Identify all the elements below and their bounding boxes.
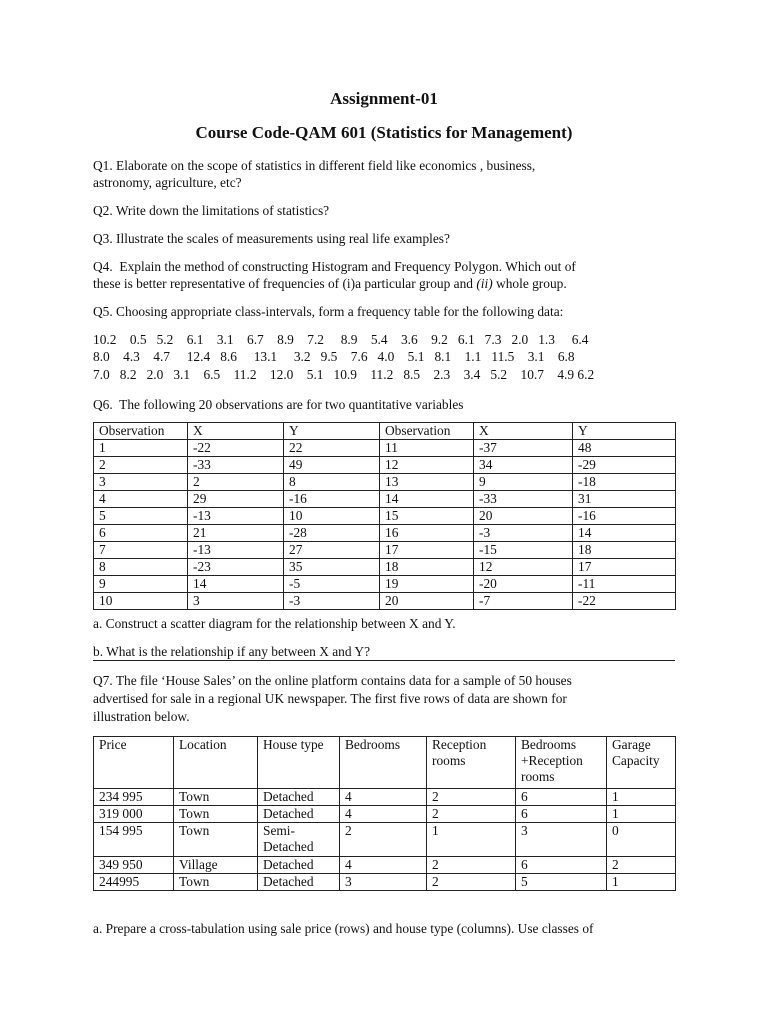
q4-line-2-part-c: whole group. (492, 276, 567, 291)
column-header: Y (284, 423, 380, 440)
assignment-title: Assignment-01 (330, 89, 438, 108)
table-cell: 9 (474, 474, 573, 491)
table-row (94, 474, 676, 491)
q6-part-b: b. What is the relationship if any between X and Y? (93, 644, 371, 659)
table-cell: 6 (94, 525, 188, 542)
table-cell: Town (174, 874, 258, 891)
table-cell: -3 (474, 525, 573, 542)
table-cell: 1 (607, 806, 676, 823)
table-row (94, 789, 676, 806)
table-cell: 2 (427, 806, 516, 823)
table-cell: 4 (340, 789, 427, 806)
table-cell: Detached (258, 874, 340, 891)
table-cell: 34 (474, 457, 573, 474)
table-row (94, 559, 676, 576)
table-cell: 2 (427, 789, 516, 806)
table-cell: Town (174, 823, 258, 857)
table-cell: 8 (284, 474, 380, 491)
table-cell: 9 (94, 576, 188, 593)
table-row (94, 542, 676, 559)
table-cell: 4 (340, 806, 427, 823)
q7-line-1: Q7. The file ‘House Sales’ on the online platform contains data for a sample of 50 houses (93, 673, 572, 688)
table-cell: -20 (474, 576, 573, 593)
table-cell: 18 (573, 542, 676, 559)
table-cell: 31 (573, 491, 676, 508)
table-header-row (94, 423, 676, 440)
table-cell: 8 (94, 559, 188, 576)
table-header-row (94, 737, 676, 789)
table-cell: -23 (188, 559, 284, 576)
table-cell: 20 (474, 508, 573, 525)
table-cell: 7 (94, 542, 188, 559)
q7-part-a: a. Prepare a cross-tabulation using sale price (rows) and house type (columns). Use classes of (93, 921, 594, 936)
table-cell: 6 (516, 806, 607, 823)
column-header: X (188, 423, 284, 440)
table-cell: 1 (607, 874, 676, 891)
table-row (94, 525, 676, 542)
q4-line-1: Q4. Explain the method of constructing Histogram and Frequency Polygon. Which out of (93, 259, 576, 274)
table-cell: 1 (94, 440, 188, 457)
column-header: Bedrooms +Reception rooms (516, 737, 607, 789)
table-cell: Semi-Detached (258, 823, 340, 857)
table-cell: 10 (94, 593, 188, 610)
table-cell: 15 (380, 508, 474, 525)
table-cell: 2 (607, 857, 676, 874)
table-row (94, 874, 676, 891)
column-header: Observation (380, 423, 474, 440)
table-cell: -13 (188, 542, 284, 559)
table-row (94, 823, 676, 857)
table-cell: Detached (258, 857, 340, 874)
q3-text: Q3. Illustrate the scales of measurements using real life examples? (93, 231, 450, 246)
table-cell: 3 (340, 874, 427, 891)
table-cell: 6 (516, 789, 607, 806)
table-cell: 2 (427, 857, 516, 874)
table-cell: 4 (94, 491, 188, 508)
q7-line-3: illustration below. (93, 709, 190, 724)
table-cell: 244995 (94, 874, 174, 891)
table-cell: 27 (284, 542, 380, 559)
table-cell: 2 (94, 457, 188, 474)
q6-part-a: a. Construct a scatter diagram for the relationship between X and Y. (93, 616, 456, 631)
table-cell: 17 (380, 542, 474, 559)
table-cell: -11 (573, 576, 676, 593)
table-cell: -18 (573, 474, 676, 491)
table-cell: 3 (188, 593, 284, 610)
table-row (94, 806, 676, 823)
table-cell: 349 950 (94, 857, 174, 874)
column-header: Reception rooms (427, 737, 516, 789)
table-cell: 13 (380, 474, 474, 491)
table-cell: 29 (188, 491, 284, 508)
table-cell: 2 (427, 874, 516, 891)
table-cell: 22 (284, 440, 380, 457)
table-cell: 5 (94, 508, 188, 525)
table-cell: Town (174, 789, 258, 806)
table-cell: 6 (516, 857, 607, 874)
table-row (94, 457, 676, 474)
house-sales-table (93, 736, 676, 891)
table-cell: 12 (474, 559, 573, 576)
table-cell: -22 (573, 593, 676, 610)
table-cell: 2 (188, 474, 284, 491)
table-cell: 234 995 (94, 789, 174, 806)
table-cell: Town (174, 806, 258, 823)
column-header: House type (258, 737, 340, 789)
table-row (94, 593, 676, 610)
q5-data-line-1: 10.2 0.5 5.2 6.1 3.1 6.7 8.9 7.2 8.9 5.4 3.6 9.2 6.1 7.3 2.0 1.3 6.4 (93, 332, 589, 347)
table-cell: -22 (188, 440, 284, 457)
table-cell: 4 (340, 857, 427, 874)
q6-text: Q6. The following 20 observations are for two quantitative variables (93, 397, 464, 412)
table-cell: 1 (427, 823, 516, 857)
section-divider (93, 660, 675, 661)
column-header: X (474, 423, 573, 440)
table-cell: Detached (258, 806, 340, 823)
table-cell: 154 995 (94, 823, 174, 857)
table-cell: -16 (284, 491, 380, 508)
table-cell: 18 (380, 559, 474, 576)
table-cell: 10 (284, 508, 380, 525)
table-cell: -16 (573, 508, 676, 525)
q4-line-2-part-a: these is better representative of frequencies of (i)a particular group and (93, 276, 477, 291)
table-cell: 319 000 (94, 806, 174, 823)
table-cell: 20 (380, 593, 474, 610)
table-cell: 3 (94, 474, 188, 491)
q7-line-2: advertised for sale in a regional UK newspaper. The first five rows of data are shown for (93, 691, 567, 706)
table-cell: 21 (188, 525, 284, 542)
q4-line-2 (93, 275, 567, 292)
q5-data-line-3: 7.0 8.2 2.0 3.1 6.5 11.2 12.0 5.1 10.9 11.2 8.5 2.3 3.4 5.2 10.7 4.9 6.2 (93, 367, 595, 382)
table-row (94, 857, 676, 874)
course-code-title: Course Code-QAM 601 (Statistics for Management) (195, 123, 573, 142)
table-cell: -5 (284, 576, 380, 593)
q5-text: Q5. Choosing appropriate class-intervals, form a frequency table for the following data: (93, 304, 564, 319)
table-cell: Village (174, 857, 258, 874)
table-cell: 35 (284, 559, 380, 576)
table-cell: 11 (380, 440, 474, 457)
table-cell: -3 (284, 593, 380, 610)
table-cell: 14 (188, 576, 284, 593)
table-cell: -15 (474, 542, 573, 559)
q5-data-line-2: 8.0 4.3 4.7 12.4 8.6 13.1 3.2 9.5 7.6 4.0 5.1 8.1 1.1 11.5 3.1 6.8 (93, 349, 575, 364)
table-cell: 49 (284, 457, 380, 474)
column-header: Garage Capacity (607, 737, 676, 789)
table-cell: 16 (380, 525, 474, 542)
table-cell: -33 (188, 457, 284, 474)
table-row (94, 440, 676, 457)
q1-line-1: Q1. Elaborate on the scope of statistics in different field like economics , business, (93, 158, 536, 173)
table-cell: 48 (573, 440, 676, 457)
column-header: Price (94, 737, 174, 789)
table-cell: 12 (380, 457, 474, 474)
table-row (94, 508, 676, 525)
column-header: Location (174, 737, 258, 789)
table-cell: 17 (573, 559, 676, 576)
table-cell: -7 (474, 593, 573, 610)
q2-text: Q2. Write down the limitations of statistics? (93, 203, 330, 218)
table-cell: -37 (474, 440, 573, 457)
observations-table (93, 422, 676, 610)
q1-line-2: astronomy, agriculture, etc? (93, 175, 242, 190)
table-cell: -28 (284, 525, 380, 542)
table-row (94, 576, 676, 593)
table-cell: 5 (516, 874, 607, 891)
table-cell: 14 (573, 525, 676, 542)
table-cell: 3 (516, 823, 607, 857)
table-row (94, 491, 676, 508)
table-cell: 2 (340, 823, 427, 857)
q4-line-2-italic: (ii) (476, 276, 493, 291)
table-cell: 0 (607, 823, 676, 857)
table-cell: -33 (474, 491, 573, 508)
column-header: Bedrooms (340, 737, 427, 789)
table-cell: 14 (380, 491, 474, 508)
column-header: Observation (94, 423, 188, 440)
table-cell: 1 (607, 789, 676, 806)
table-cell: 19 (380, 576, 474, 593)
table-cell: -29 (573, 457, 676, 474)
table-cell: Detached (258, 789, 340, 806)
table-cell: -13 (188, 508, 284, 525)
column-header: Y (573, 423, 676, 440)
